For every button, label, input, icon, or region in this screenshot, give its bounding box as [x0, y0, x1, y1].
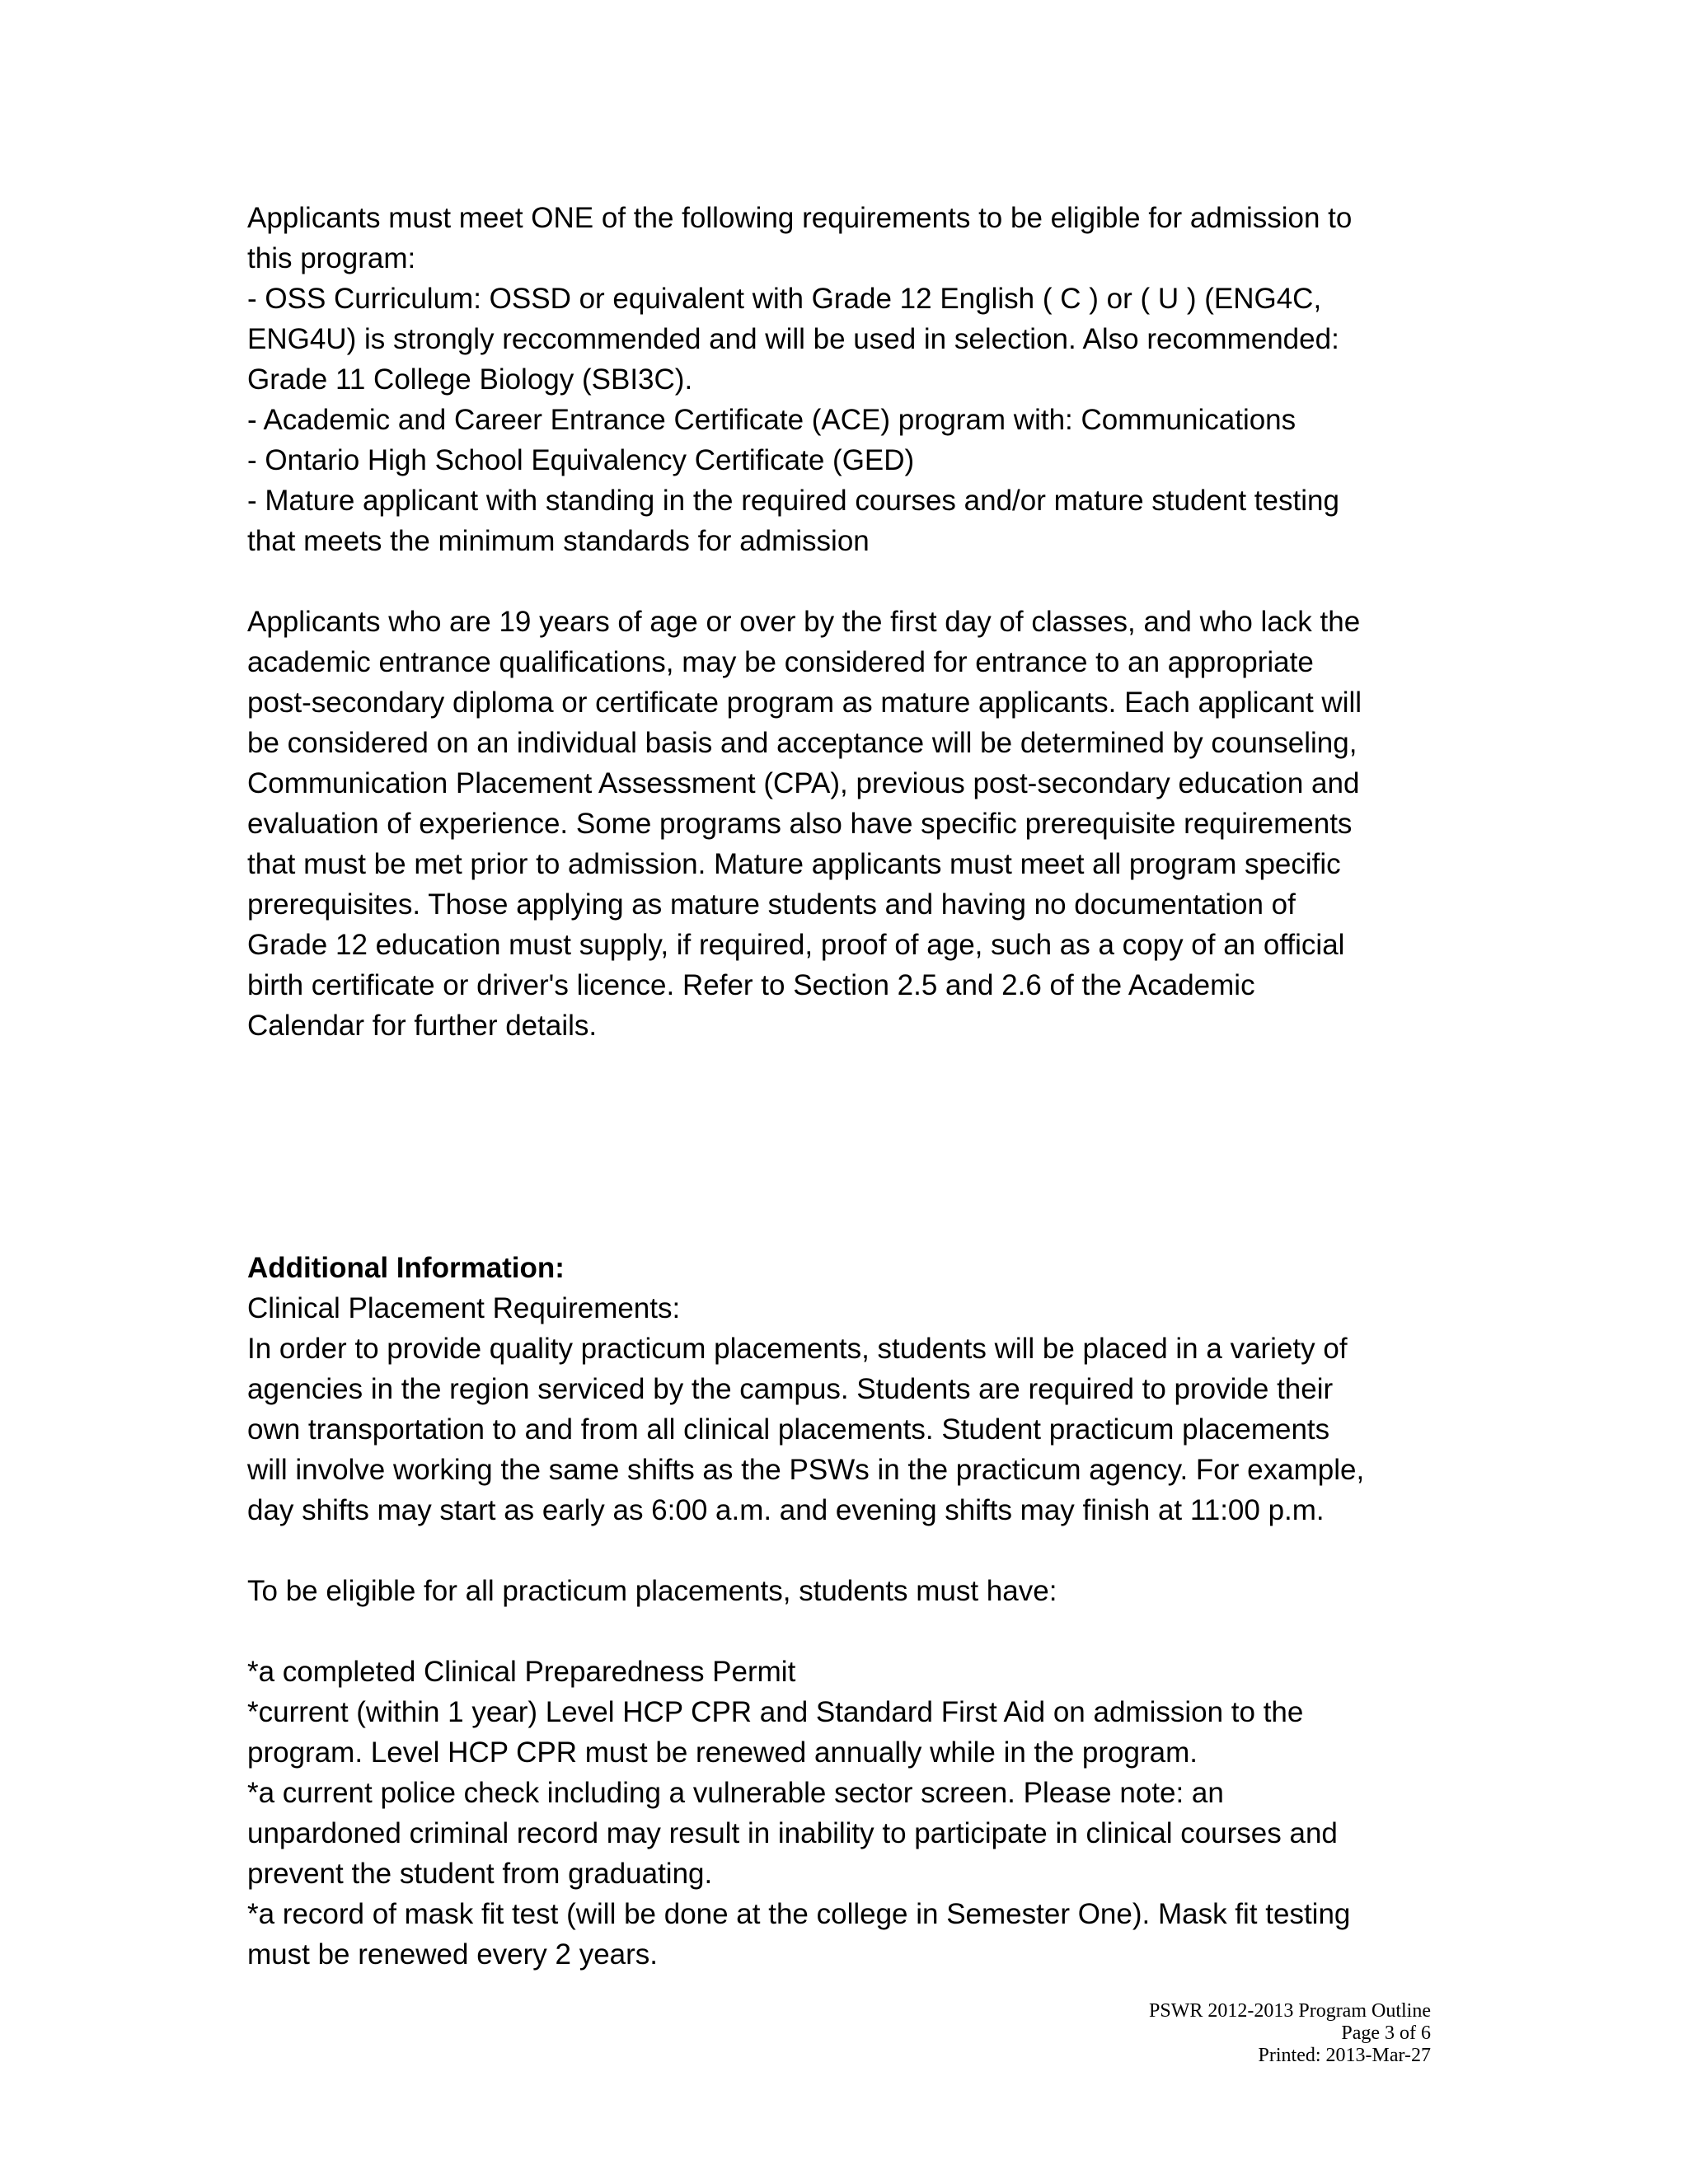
footer-program-outline: PSWR 2012-2013 Program Outline: [1149, 2000, 1431, 2022]
requirements-list: [247, 1652, 1451, 1975]
list-item: must be renewed every 2 years.: [247, 1938, 659, 1971]
paragraph-spacer: [247, 1611, 1451, 1652]
list-item: *a current police check including a vulnerable sector screen. Please note: an: [247, 1777, 1224, 1809]
text-line: - Ontario High School Equivalency Certificate (GED): [247, 444, 915, 476]
subheading: Clinical Placement Requirements:: [247, 1292, 681, 1324]
text-line: - Mature applicant with standing in the required courses and/or mature student testing: [247, 485, 1339, 517]
admission-requirements: [247, 198, 1451, 561]
paragraph-spacer: [247, 1530, 1451, 1571]
text-line: Grade 12 education must supply, if required, proof of age, such as a copy of an official: [247, 929, 1345, 961]
text-line: that meets the minimum standards for admission: [247, 525, 870, 557]
text-line: academic entrance qualifications, may be considered for entrance to an appropriate: [247, 646, 1314, 678]
text-line: ENG4U) is strongly reccommended and will be used in selection. Also recommended:: [247, 323, 1339, 355]
text-line: Grade 11 College Biology (SBI3C).: [247, 363, 693, 396]
text-line: evaluation of experience. Some programs also have specific prerequisite requirements: [247, 808, 1353, 840]
text-line: agencies in the region serviced by the campus. Students are required to provide their: [247, 1373, 1334, 1405]
section-heading: Additional Information:: [247, 1252, 565, 1284]
list-item: program. Level HCP CPR must be renewed annually while in the program.: [247, 1736, 1198, 1769]
text-line: - Academic and Career Entrance Certificate (ACE) program with: Communications: [247, 404, 1296, 436]
page-content: [247, 198, 1451, 1975]
list-item: unpardoned criminal record may result in inability to participate in clinical courses and: [247, 1817, 1338, 1849]
list-item: prevent the student from graduating.: [247, 1858, 713, 1890]
text-line: prerequisites. Those applying as mature students and having no documentation of: [247, 888, 1296, 921]
text-line: will involve working the same shifts as the PSWs in the practicum agency. For example,: [247, 1454, 1365, 1486]
eligibility-intro: To be eligible for all practicum placements, students must have:: [247, 1575, 1057, 1607]
footer-page-number: Page 3 of 6: [1341, 2022, 1431, 2044]
text-line: Calendar for further details.: [247, 1010, 598, 1042]
list-item: *a record of mask fit test (will be done at the college in Semester One). Mask fit testing: [247, 1898, 1351, 1930]
list-item: *current (within 1 year) Level HCP CPR and Standard First Aid on admission to the: [247, 1696, 1304, 1728]
footer-printed-date: Printed: 2013-Mar-27: [1258, 2045, 1431, 2066]
page-footer: [1149, 2000, 1431, 2067]
text-line: this program:: [247, 242, 416, 274]
additional-information-section: [247, 1248, 1451, 1975]
text-line: day shifts may start as early as 6:00 a.m. and evening shifts may finish at 11:00 p.m.: [247, 1494, 1325, 1526]
text-line: post-secondary diploma or certificate program as mature applicants. Each applicant will: [247, 687, 1362, 719]
text-line: - OSS Curriculum: OSSD or equivalent with Grade 12 English ( C ) or ( U ) (ENG4C,: [247, 283, 1322, 315]
text-line: In order to provide quality practicum placements, students will be placed in a variety of: [247, 1333, 1348, 1365]
text-line: Applicants who are 19 years of age or over by the first day of classes, and who lack the: [247, 606, 1361, 638]
text-line: Applicants must meet ONE of the following requirements to be eligible for admission to: [247, 202, 1353, 234]
text-line: birth certificate or driver's licence. Refer to Section 2.5 and 2.6 of the Academic: [247, 969, 1255, 1001]
paragraph-spacer: [247, 561, 1451, 602]
list-item: *a completed Clinical Preparedness Permit: [247, 1656, 796, 1688]
text-line: own transportation to and from all clinical placements. Student practicum placements: [247, 1413, 1330, 1446]
text-line: that must be met prior to admission. Mature applicants must meet all program specific: [247, 848, 1341, 880]
section-spacer: [247, 1046, 1451, 1248]
text-line: be considered on an individual basis and acceptance will be determined by counseling,: [247, 727, 1357, 759]
mature-applicants-paragraph: [247, 602, 1451, 1046]
text-line: Communication Placement Assessment (CPA), previous post-secondary education and: [247, 767, 1360, 799]
